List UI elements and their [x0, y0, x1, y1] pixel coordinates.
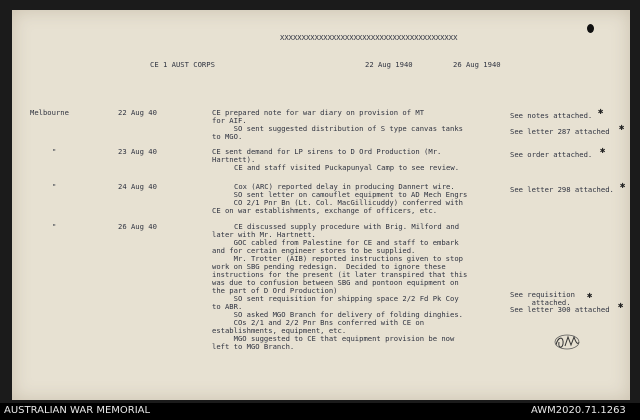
- diary-line: Hartnett).: [212, 155, 256, 164]
- entry-place: ": [52, 147, 57, 156]
- diary-line: GOC cabled from Palestine for CE and staff to embark: [212, 238, 459, 247]
- diary-line: SO sent requisition for shipping space 2/2 Fd Pk Coy: [212, 294, 459, 303]
- footer-accession-number: AWM2020.71.1263: [531, 405, 626, 416]
- diary-line: SO asked MGO Branch for delivery of folding dinghies.: [212, 310, 463, 319]
- margin-note: See requisition: [510, 290, 575, 299]
- margin-note: See letter 298 attached.: [510, 185, 614, 194]
- diary-line: work on SBG pending redesign. Decided to ignore these: [212, 262, 446, 271]
- diary-line: left to MGO Branch.: [212, 342, 295, 351]
- footer-institution: AUSTRALIAN WAR MEMORIAL: [4, 405, 151, 416]
- entry-place: ": [52, 222, 57, 231]
- entry-date: 24 Aug 40: [118, 182, 157, 191]
- diary-line: to ABR.: [212, 302, 243, 311]
- handwritten-asterisk-icon: ✱: [600, 146, 606, 156]
- margin-note: See order attached.: [510, 150, 593, 159]
- diary-line: CE sent demand for LP sirens to D Ord Production (Mr.: [212, 147, 442, 156]
- diary-line: SO sent letter on camouflet equipment to AD Mech Engrs: [212, 190, 468, 199]
- handwritten-asterisk-icon: ✱: [619, 123, 625, 133]
- diary-line: CE prepared note for war diary on provision of MT: [212, 108, 425, 117]
- diary-line: to MGO.: [212, 132, 243, 141]
- diary-line: for AIF.: [212, 116, 247, 125]
- handwritten-asterisk-icon: ✱: [598, 107, 604, 117]
- handwritten-asterisk-icon: ✱: [620, 181, 626, 191]
- handwritten-initials-icon: [553, 333, 581, 351]
- header-date-from: 22 Aug 1940: [365, 60, 413, 69]
- diary-line: Cox (ARC) reported delay in producing Dannert wire.: [234, 182, 455, 191]
- diary-line: CE and staff visited Puckapunyal Camp to see review.: [234, 163, 460, 172]
- margin-note: attached.: [510, 298, 571, 307]
- diary-line: SO sent suggested distribution of S type canvas tanks: [212, 124, 463, 133]
- entry-place: Melbourne: [30, 108, 69, 117]
- diary-line: Mr. Trotter (AIB) reported instructions given to stop: [212, 254, 463, 263]
- diary-line: COs 2/1 and 2/2 Pnr Bns conferred with CE on: [212, 318, 425, 327]
- diary-line: and for certain engineer stores to be supplied.: [212, 246, 416, 255]
- diary-line: CO 2/1 Pnr Bn (Lt. Col. MacGillicuddy) conferred with: [212, 198, 463, 207]
- diary-line: later with Mr. Hartnett.: [212, 230, 316, 239]
- margin-note: See notes attached.: [510, 111, 593, 120]
- entry-place: ": [52, 182, 57, 191]
- header-date-to: 26 Aug 1940: [453, 60, 501, 69]
- diary-line: MGO suggested to CE that equipment provision be now: [212, 334, 455, 343]
- diary-line: was due to confusion between SBG and pontoon equipment on: [212, 278, 459, 287]
- header-xline: XXXXXXXXXXXXXXXXXXXXXXXXXXXXXXXXXXXXXXXXX: [280, 33, 458, 42]
- margin-note: See letter 287 attached: [510, 127, 610, 136]
- header-unit: CE 1 AUST CORPS: [150, 60, 215, 69]
- diary-line: CE on war establishments, exchange of officers, etc.: [212, 206, 438, 215]
- diary-line: instructions for the present (it later transpired that this: [212, 270, 468, 279]
- entry-date: 23 Aug 40: [118, 147, 157, 156]
- entry-date: 26 Aug 40: [118, 222, 157, 231]
- handwritten-asterisk-icon: ✱: [587, 291, 593, 301]
- diary-line: establishments, equipment, etc.: [212, 326, 347, 335]
- margin-note: See letter 300 attached: [510, 305, 610, 314]
- punch-hole: [587, 24, 594, 33]
- diary-line: CE discussed supply procedure with Brig. Milford and: [234, 222, 460, 231]
- handwritten-asterisk-icon: ✱: [618, 301, 624, 311]
- entry-date: 22 Aug 40: [118, 108, 157, 117]
- diary-line: the part of D Ord Production): [212, 286, 338, 295]
